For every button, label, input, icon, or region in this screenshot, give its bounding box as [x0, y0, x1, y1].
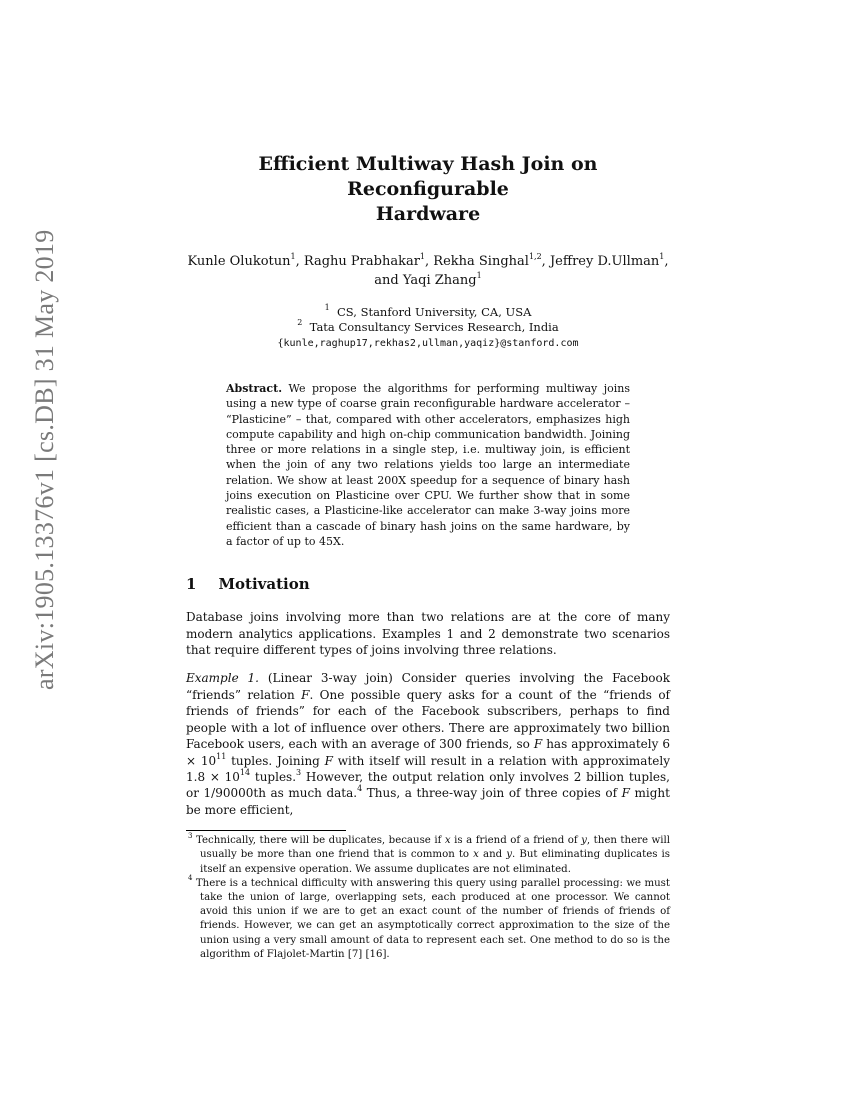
section-title: Motivation [218, 575, 310, 594]
example-label: Example 1. [186, 671, 259, 686]
author-name: Jeffrey D.Ullman [549, 254, 660, 269]
affiliation-2: Tata Consultancy Services Research, India [309, 320, 559, 334]
abstract [226, 381, 630, 549]
text-run: . But eliminating duplicates is itself an expensive operation. We assume duplicates are not eliminated. [200, 849, 671, 875]
math-var: F [533, 737, 543, 752]
text-run: tuples. Joining [231, 753, 320, 768]
author-affil-mark: 1 [290, 251, 296, 261]
affiliation-1: CS, Stanford University, CA, USA [337, 305, 532, 319]
math-var: F [301, 687, 310, 702]
exponent: 14 [239, 767, 251, 777]
section-heading-motivation [186, 575, 670, 593]
footnote-mark: 4 [188, 874, 193, 883]
footnotes [186, 831, 671, 962]
paper-title [186, 152, 670, 227]
abstract-text: We propose the algorithms for performing multiway joins using a new type of coarse grain reconfigurable hardware accelerator – “Plasticine” – that, compared with other accelerators, emphasizes high compute capability and high on-chip communication bandwidth. Joining three or more relations in a single step, i.e. multiway join, is efficient when the join of any two relations yields too large an intermediate relation. We show at least 200X speedup for a sequence of binary hash joins execution on Plasticine over CPU. We further show that in some realistic cases, a Plasticine-like accelerator can make 3-way joins more efficient than a cascade of binary hash joins on the same hardware, by a factor of up to 45X. [226, 382, 630, 548]
footnote-separator [186, 830, 346, 831]
author-affil-mark: 1 [476, 270, 482, 280]
author-conjunction: and [374, 273, 399, 288]
author-affil-mark: 1 [419, 251, 426, 261]
text-run: There is a technical difficulty with answering this query using parallel processing: we must take the union of large, overlapping sets, each produced at one processor. We cannot avoid this union if we are to get an exact count of the number of friends of friends of friends. However, we can get an asymptotically correct approximation to the size of the union using a very small amount of data to represent each set. One method to do so is the algorithm of Flajolet-Martin [7] [16]. [195, 877, 670, 960]
footnote-3 [186, 831, 671, 877]
text-run: with itself will result in a relation with approximately 1.8 × 10 [186, 753, 670, 784]
author-list: Kunle Olukotun$^1$, Raghu Prabhakar$^1$, Rekha Singhal$^{1,2}$, Jeffrey D.Ullman$^1$, and Yaqi Zhang$^1$ [187, 251, 669, 288]
text-run: Thus, a three-way join of three copies of [366, 786, 618, 801]
text-run: is a friend of a friend of [454, 835, 578, 847]
footnote-mark: 3 [188, 831, 193, 840]
author-name: Yaqi Zhang [402, 273, 477, 288]
author-emails: {kunle,raghup17,rekhas2,ullman,yaqiz}@stanford.com [277, 338, 579, 349]
text-run: Technically, there will be duplicates, because if [195, 835, 442, 847]
text-run: , then there will usually be more than one friend that is common to [200, 835, 670, 861]
arxiv-identifier-stamp: arXiv:1905.13376v1 [cs.DB] 31 May 2019 [30, 229, 59, 690]
exponent: 11 [216, 751, 227, 761]
math-var: F [324, 753, 333, 768]
math-var: F [621, 786, 630, 801]
text-run: tuples. [254, 769, 297, 784]
title-line-1: Efficient Multiway Hash Join on Reconfigurable [258, 153, 598, 200]
text-run: (Linear 3-way join) Consider queries involving the Facebook “friends” relation [186, 671, 670, 702]
affil-mark: 2 [297, 318, 303, 328]
footnote-ref[interactable]: 4 [357, 784, 363, 794]
author-affil-mark: 1 [659, 251, 665, 261]
example-1-paragraph [186, 670, 670, 818]
footnote-4 [186, 874, 670, 962]
math-var: x [444, 835, 451, 847]
paragraph-intro: Database joins involving more than two relations are at the core of many modern analytics applications. Examples 1 and 2 demonstrate two scenarios that require different types of joins involving three relations. [186, 610, 670, 658]
text-run: and [483, 849, 503, 861]
math-var: y [506, 849, 513, 861]
text-run: has approximately 6 × 10 [186, 737, 671, 768]
footnote-ref[interactable]: 3 [296, 767, 302, 777]
text-run: However, the output relation only involves 2 billion tuples, or 1/90000th as much data. [186, 769, 670, 801]
math-var: y [581, 835, 587, 847]
section-number: 1 [186, 575, 197, 594]
author-name: Kunle Olukotun [187, 254, 291, 269]
title-line-2: Hardware [375, 203, 481, 225]
affil-mark: 1 [324, 303, 330, 313]
math-var: x [473, 849, 479, 861]
author-name: Raghu Prabhakar [303, 254, 420, 269]
paper-page [186, 152, 670, 962]
abstract-label: Abstract. [226, 382, 283, 395]
author-affil-mark: 1,2 [528, 251, 542, 261]
author-name: Rekha Singhal [433, 254, 529, 269]
text-run: . One possible query asks for a count of the “friends of friends of friends” for each of the Facebook subscribers, perhaps to find people with a lot of influence over others. There are approximately two billion Facebook users, each with an average of 300 friends, so [186, 687, 670, 752]
affiliations [186, 305, 670, 351]
text-run: might be more efficient, [186, 786, 670, 817]
